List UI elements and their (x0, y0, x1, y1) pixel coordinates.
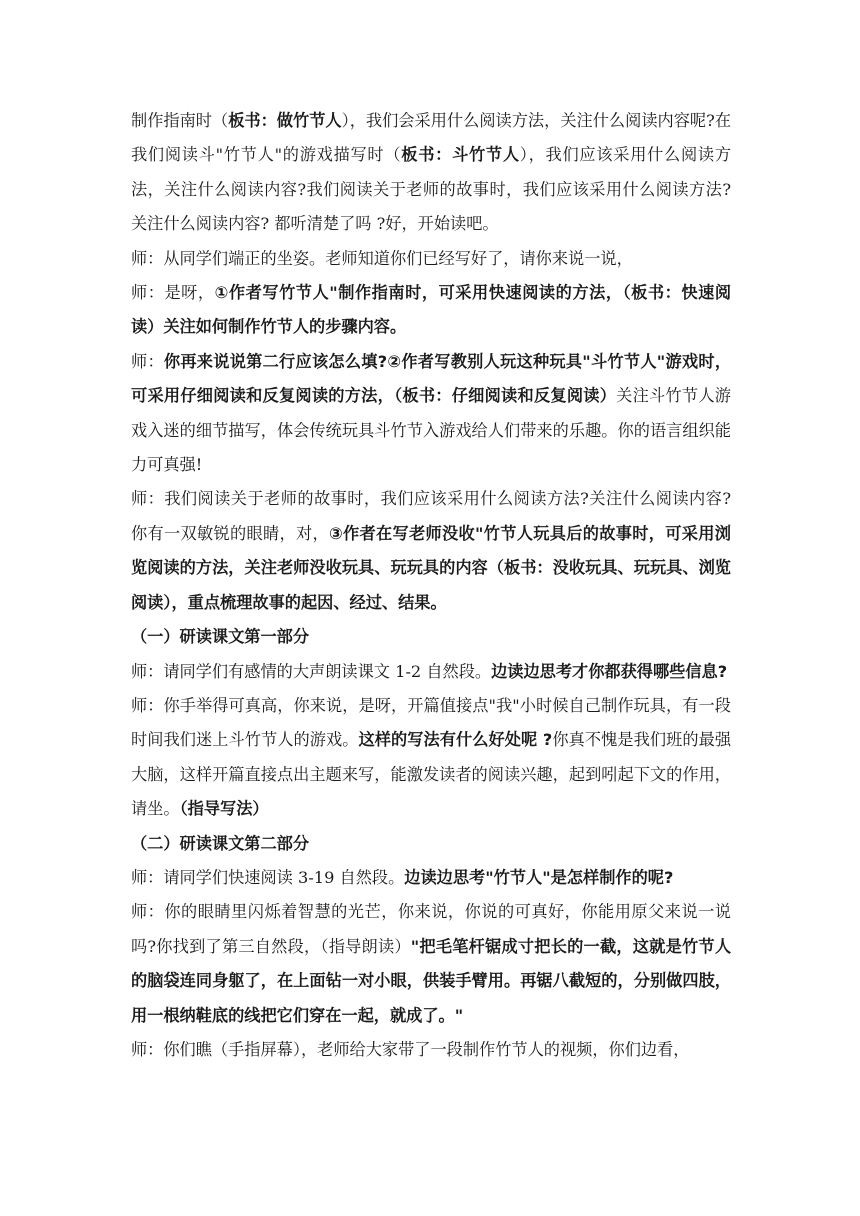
text-run: 师：从同学们端正的坐姿。老师知道你们已经写好了，请你来说一说， (131, 248, 633, 268)
text-run: 师：我们阅读关于老师的故事时，我们应该采用什么阅读方法?关注什么阅读内容?你有一双敏锐的眼睛，对， (131, 489, 731, 543)
paragraph (131, 895, 731, 1033)
text-run: 师：你们瞧（手指屏幕），老师给大家带了一段制作竹节人的视频，你们边看， (131, 1039, 690, 1059)
text-run: 师：你的眼睛里闪烁着智慧的光芒，你来说，你说的可真好，你能用原父来说一说吗?你找到了第三自然段，（指导朗读） (131, 902, 731, 956)
bold-text-run: 边读边思考才你都获得哪些信息? (491, 661, 728, 681)
text-run: 制作指南时（ (131, 111, 229, 130)
text-run: 师： (131, 351, 164, 371)
bold-text-run: 边读边思考"竹节人"是怎样制作的呢? (404, 867, 674, 887)
bold-text-run: 这样的写法有什么好处呢 ? (358, 730, 553, 750)
bold-text-run: 板书：做竹节人 (228, 111, 342, 130)
bold-text-run: ①作者写竹节人"制作指南时，可采用快速阅读的方法，（板书：快速阅读）关注如何制作竹节人的步骤内容。 (131, 283, 732, 337)
section-heading (131, 620, 731, 654)
bold-text-run: "把毛笔杆锯成寸把长的一截，这就是竹节人的脑袋连同身躯了，在上面钻一对小眼，供装手臂用。再锯八截短的，分别做四肢，用一根纳鞋底的线把它们穿在一起，就成了。" (131, 936, 732, 1025)
paragraph (131, 345, 731, 483)
bold-text-run: 板书：斗竹节人 (401, 145, 520, 165)
bold-text-run: （指导写法） (179, 799, 269, 819)
paragraph (131, 1033, 731, 1067)
text-run: 师：请同学们有感情的大声朗读课文 1-2 自然段。 (131, 661, 492, 681)
section-heading (131, 827, 731, 861)
bold-text-run: （一）研读课文第一部分 (131, 627, 310, 647)
text-run: 你真不愧是我们班的最强大脑，这样开篇直接点出主题来写，能激发读者的阅读兴趣，起到吲起下文的作用，请坐。 (131, 730, 732, 819)
bold-text-run: ③作者在写老师没收"竹节人玩具后的故事时，可采用浏览阅读的方法，关注老师没收玩具、玩玩具的内容（板书：没收玩具、玩玩具、浏览阅读），重点梳理故事的起因、经过、结果。 (131, 523, 731, 612)
paragraph (131, 242, 731, 276)
document-page (131, 104, 731, 1067)
paragraph (131, 689, 731, 827)
paragraph (131, 104, 731, 242)
text-run: 关注斗竹节人游戏入迷的细节描写，体会传统玩具斗竹节入游戏给人们带来的乐趣。你的语言组织能力可真强! (131, 386, 731, 475)
text-run: 师：是呀， (131, 283, 215, 303)
paragraph (131, 655, 731, 689)
paragraph (131, 861, 731, 895)
paragraph (131, 482, 731, 620)
bold-text-run: （二）研读课文第二部分 (131, 833, 310, 853)
text-run: ），我们应该采用什么阅读方法，关注什么阅读内容?我们阅读关于老师的故事时，我们应该采用什么阅读方法?关注什么阅读内容? 都听清楚了吗 ?好，开始读吧。 (131, 145, 732, 234)
text-run: 师：你手举得可真高，你来说，是呀，开篇值接点"我"小时候自己制作玩具，有一段时间我们迷上斗竹节人的游戏。 (131, 695, 731, 750)
bold-text-run: 你再来说说第二行应该怎么填?②作者写教别人玩这种玩具"斗竹节人"游戏时，可采用仔细阅读和反复阅读的方法，（板书：仔细阅读和反复阅读） (131, 351, 732, 406)
text-run: ），我们会采用什么阅读方法，关注什么阅读内容呢?在我们阅读斗"竹节人"的游戏描写时（ (131, 111, 732, 165)
text-run: 师：请同学们快速阅读 3-19 自然段。 (131, 867, 405, 887)
paragraph (131, 276, 731, 345)
